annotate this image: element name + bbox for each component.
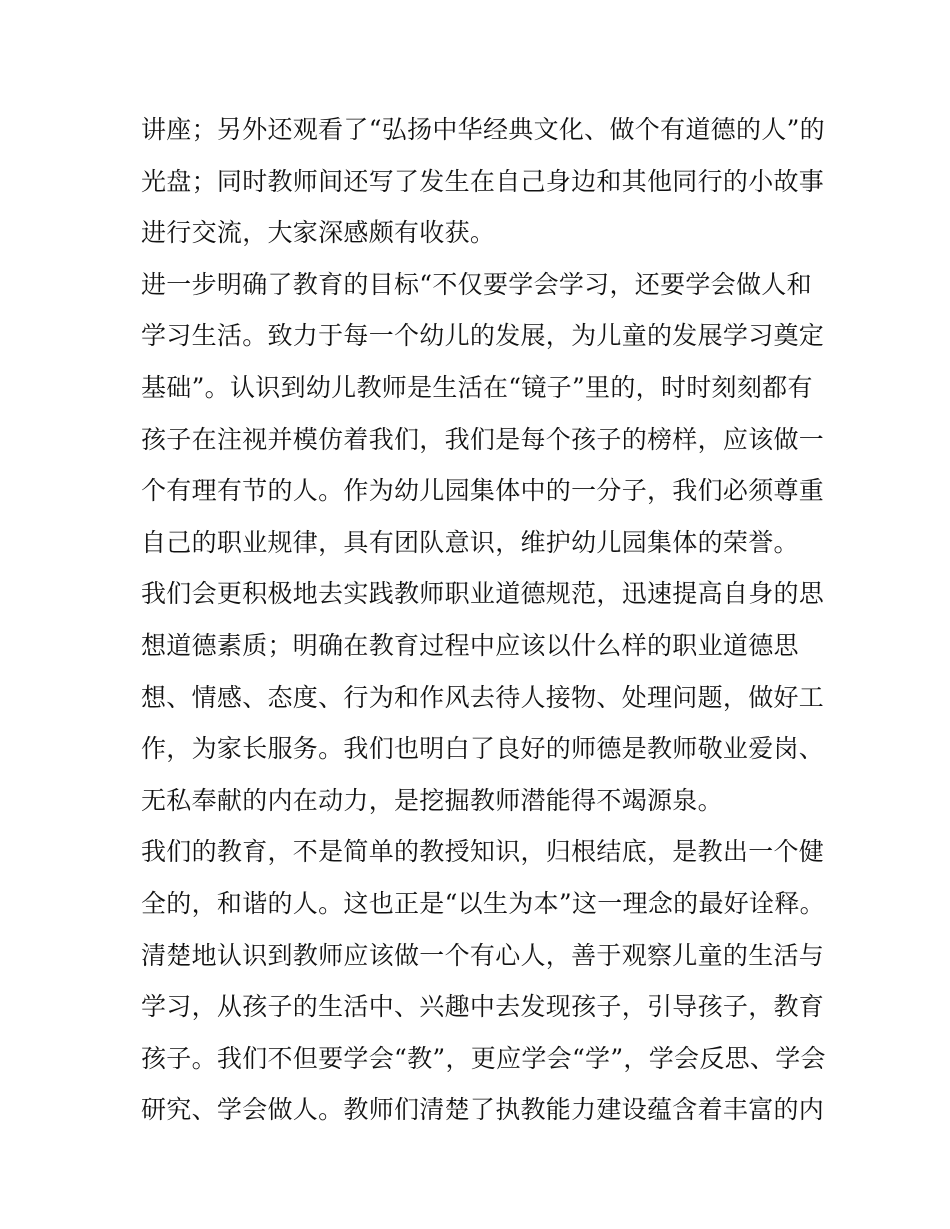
text-line: 无私奉献的内在动力，是挖掘教师潜能得不竭源泉。 xyxy=(141,785,723,815)
text-line: 我们的教育，不是简单的教授知识，归根结底，是教出一个健 xyxy=(141,837,825,867)
text-line: 基础”。认识到幼儿教师是生活在“镜子”里的，时时刻刻都有 xyxy=(141,372,813,402)
text-line: 作，为家长服务。我们也明白了良好的师德是教师敬业爱岗、 xyxy=(141,734,825,764)
text-line: 个有理有节的人。作为幼儿园集体中的一分子，我们必须尊重 xyxy=(141,476,825,506)
text-line: 想道德素质；明确在教育过程中应该以什么样的职业道德思 xyxy=(141,630,799,660)
text-line: 想、情感、态度、行为和作风去待人接物、处理问题，做好工 xyxy=(141,682,825,712)
text-line: 学习，从孩子的生活中、兴趣中去发现孩子，引导孩子，教育 xyxy=(141,992,825,1022)
text-line: 进行交流，大家深感颇有收获。 xyxy=(141,218,496,248)
text-line: 清楚地认识到教师应该做一个有心人，善于观察儿童的生活与 xyxy=(141,940,825,970)
document-body xyxy=(141,104,826,1136)
text-line: 讲座；另外还观看了“弘扬中华经典文化、做个有道德的人”的 xyxy=(141,115,825,144)
text-line: 孩子在注视并模仿着我们，我们是每个孩子的榜样，应该做一 xyxy=(141,424,825,454)
text-line: 光盘；同时教师间还写了发生在自己身边和其他同行的小故事 xyxy=(141,166,825,196)
text-line: 孩子。我们不但要学会“教”，更应学会“学”，学会反思、学会 xyxy=(141,1043,826,1073)
text-line: 进一步明确了教育的目标“不仅要学会学习，还要学会做人和 xyxy=(141,269,812,299)
text-line: 我们会更积极地去实践教师职业道德规范，迅速提高自身的思 xyxy=(141,579,825,609)
text-line: 学习生活。致力于每一个幼儿的发展，为儿童的发展学习奠定 xyxy=(141,321,825,351)
text-line: 自己的职业规律，具有团队意识，维护幼儿园集体的荣誉。 xyxy=(141,527,799,557)
text-line: 研究、学会做人。教师们清楚了执教能力建设蕴含着丰富的内 xyxy=(141,1095,825,1125)
text-line: 全的，和谐的人。这也正是“以生为本”这一理念的最好诠释。 xyxy=(141,888,825,918)
